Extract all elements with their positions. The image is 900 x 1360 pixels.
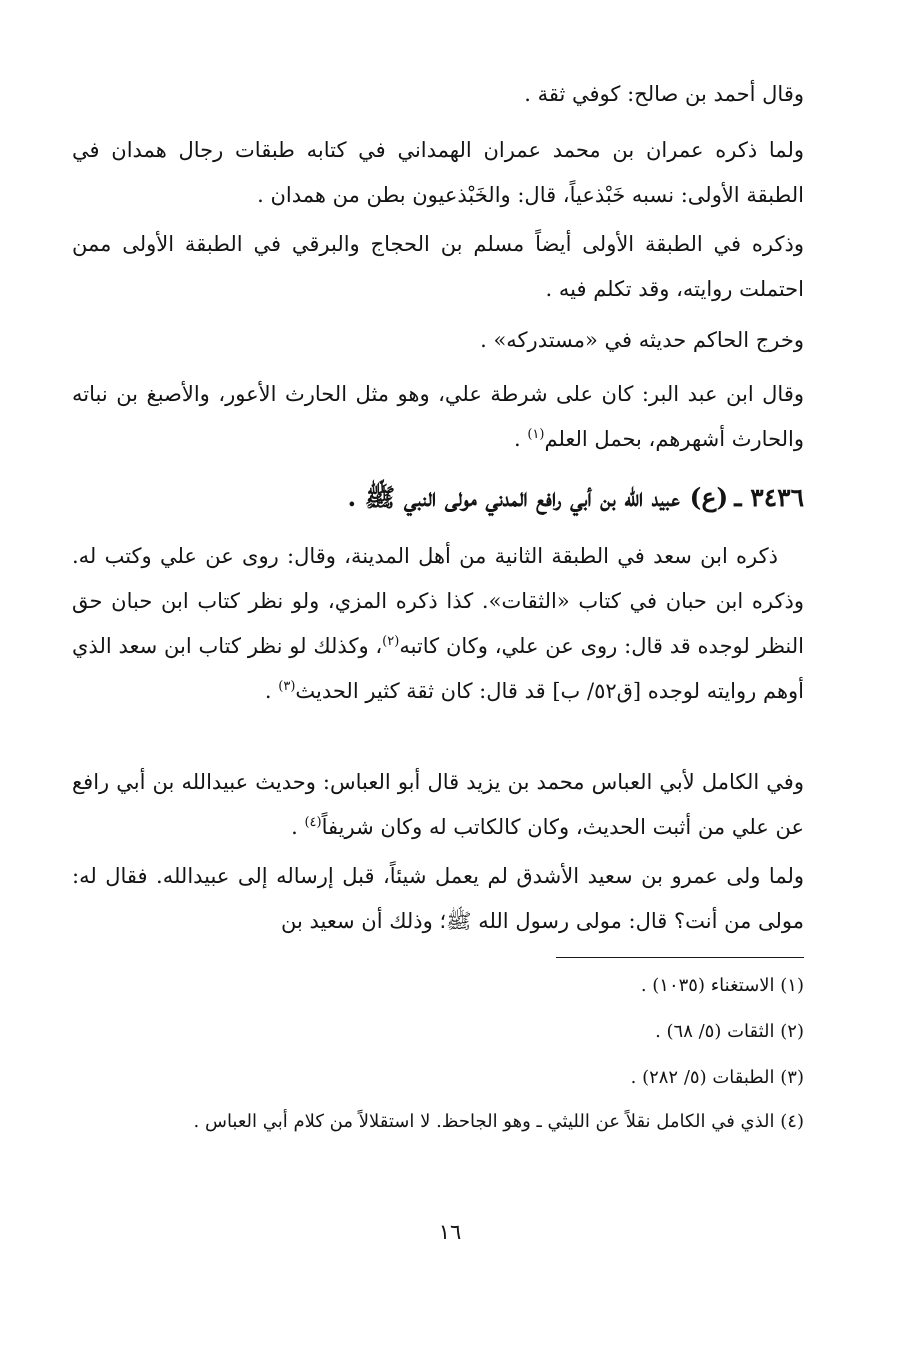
paragraph-hakim: وخرج الحاكم حديثه في «مستدركه» . (480, 328, 804, 352)
text-segment: وفي الكامل لأبي العباس محمد بن يزيد قال أبو العباس: وحديث عبيدالله بن أبي رافع عن علي من أثبت الحديث، وكان كالكاتب له وكان شريفاً (72, 770, 804, 839)
text-segment: ، وكذلك لو نظر كتاب ابن سعد الذي أوهم روايته لوجده [ق٥٢/ ب] قد قال: كان ثقة كثير الحديث (72, 634, 804, 703)
footnote-ref-1: (١) (527, 427, 545, 442)
paragraph-ibn-abd-al-barr (72, 372, 804, 462)
footnote-1: (١) الاستغناء (١٠٣٥) . (640, 975, 804, 996)
page-body (72, 0, 804, 1360)
entry-number: ٣٤٣٦ ـ (734, 483, 804, 512)
footnote-ref-4: (٤) (304, 815, 322, 830)
footnote-separator (556, 957, 804, 958)
footnote-4: (٤) الذي في الكامل نقلاً عن الليثي ـ وهو الجاحظ. لا استقلالاً من كلام أبي العباس . (193, 1111, 804, 1132)
entry-heading (72, 472, 804, 524)
text-segment: ولما ولى عمرو بن سعيد الأشدق لم يعمل شيئاً، قبل إرساله إلى عبيدالله. فقال له: مولى من أنت؟ قال: مولى رسول الله ﷺ؛ وذلك أن سعيد بن (72, 864, 804, 933)
text-segment: . (264, 679, 279, 703)
body-paragraph-amr-ibn-said (72, 854, 804, 944)
footnote-ref-2: (٢) (382, 634, 400, 649)
paragraph-muslim-barqi: وذكره في الطبقة الأولى أيضاً مسلم بن الحجاج والبرقي في الطبقة الأولى ممن احتملت روايته، وقد تكلم فيه . (72, 232, 804, 301)
entry-title: عبيد الله بن أبي رافع المدني مولى النبي ﷺ . (347, 483, 680, 512)
paragraph-imran-hamdani: ولما ذكره عمران بن محمد عمران الهمداني في كتابه طبقات رجال همدان في الطبقة الأولى: نسبه خَبْذعياً، قال: والخَبْذعيون بطن من همدان . (72, 138, 804, 207)
footnote-2: (٢) الثقات (٥/ ٦٨) . (655, 1021, 804, 1042)
paragraph-end: . (513, 427, 528, 451)
text-segment: . (291, 815, 305, 839)
paragraph-ahmad-ibn-salih: وقال أحمد بن صالح: كوفي ثقة . (524, 82, 804, 106)
footnote-ref-3: (٣) (278, 679, 296, 694)
text-segment: ذكره ابن سعد في الطبقة الثانية من أهل المدينة، وقال: روى عن علي وكتب له. وذكره ابن حبان في كتاب «الثقات». كذا ذكره المزي، ولو نظر كتاب ابن حبان حق النظر لوجده قد قال: روى عن علي، وكان كاتبه (72, 544, 804, 658)
body-paragraph-kamil (72, 760, 804, 850)
footnote-3: (٣) الطبقات (٥/ ٢٨٢) . (630, 1067, 804, 1088)
entry-code: (ع) (689, 483, 729, 512)
page-number: ١٦ (438, 1220, 462, 1244)
body-paragraph-ibn-sad (72, 534, 804, 714)
paragraph-text: وقال ابن عبد البر: كان على شرطة علي، وهو مثل الحارث الأعور، والأصبغ بن نباته والحارث أشهرهم، بحمل العلم (72, 382, 804, 451)
